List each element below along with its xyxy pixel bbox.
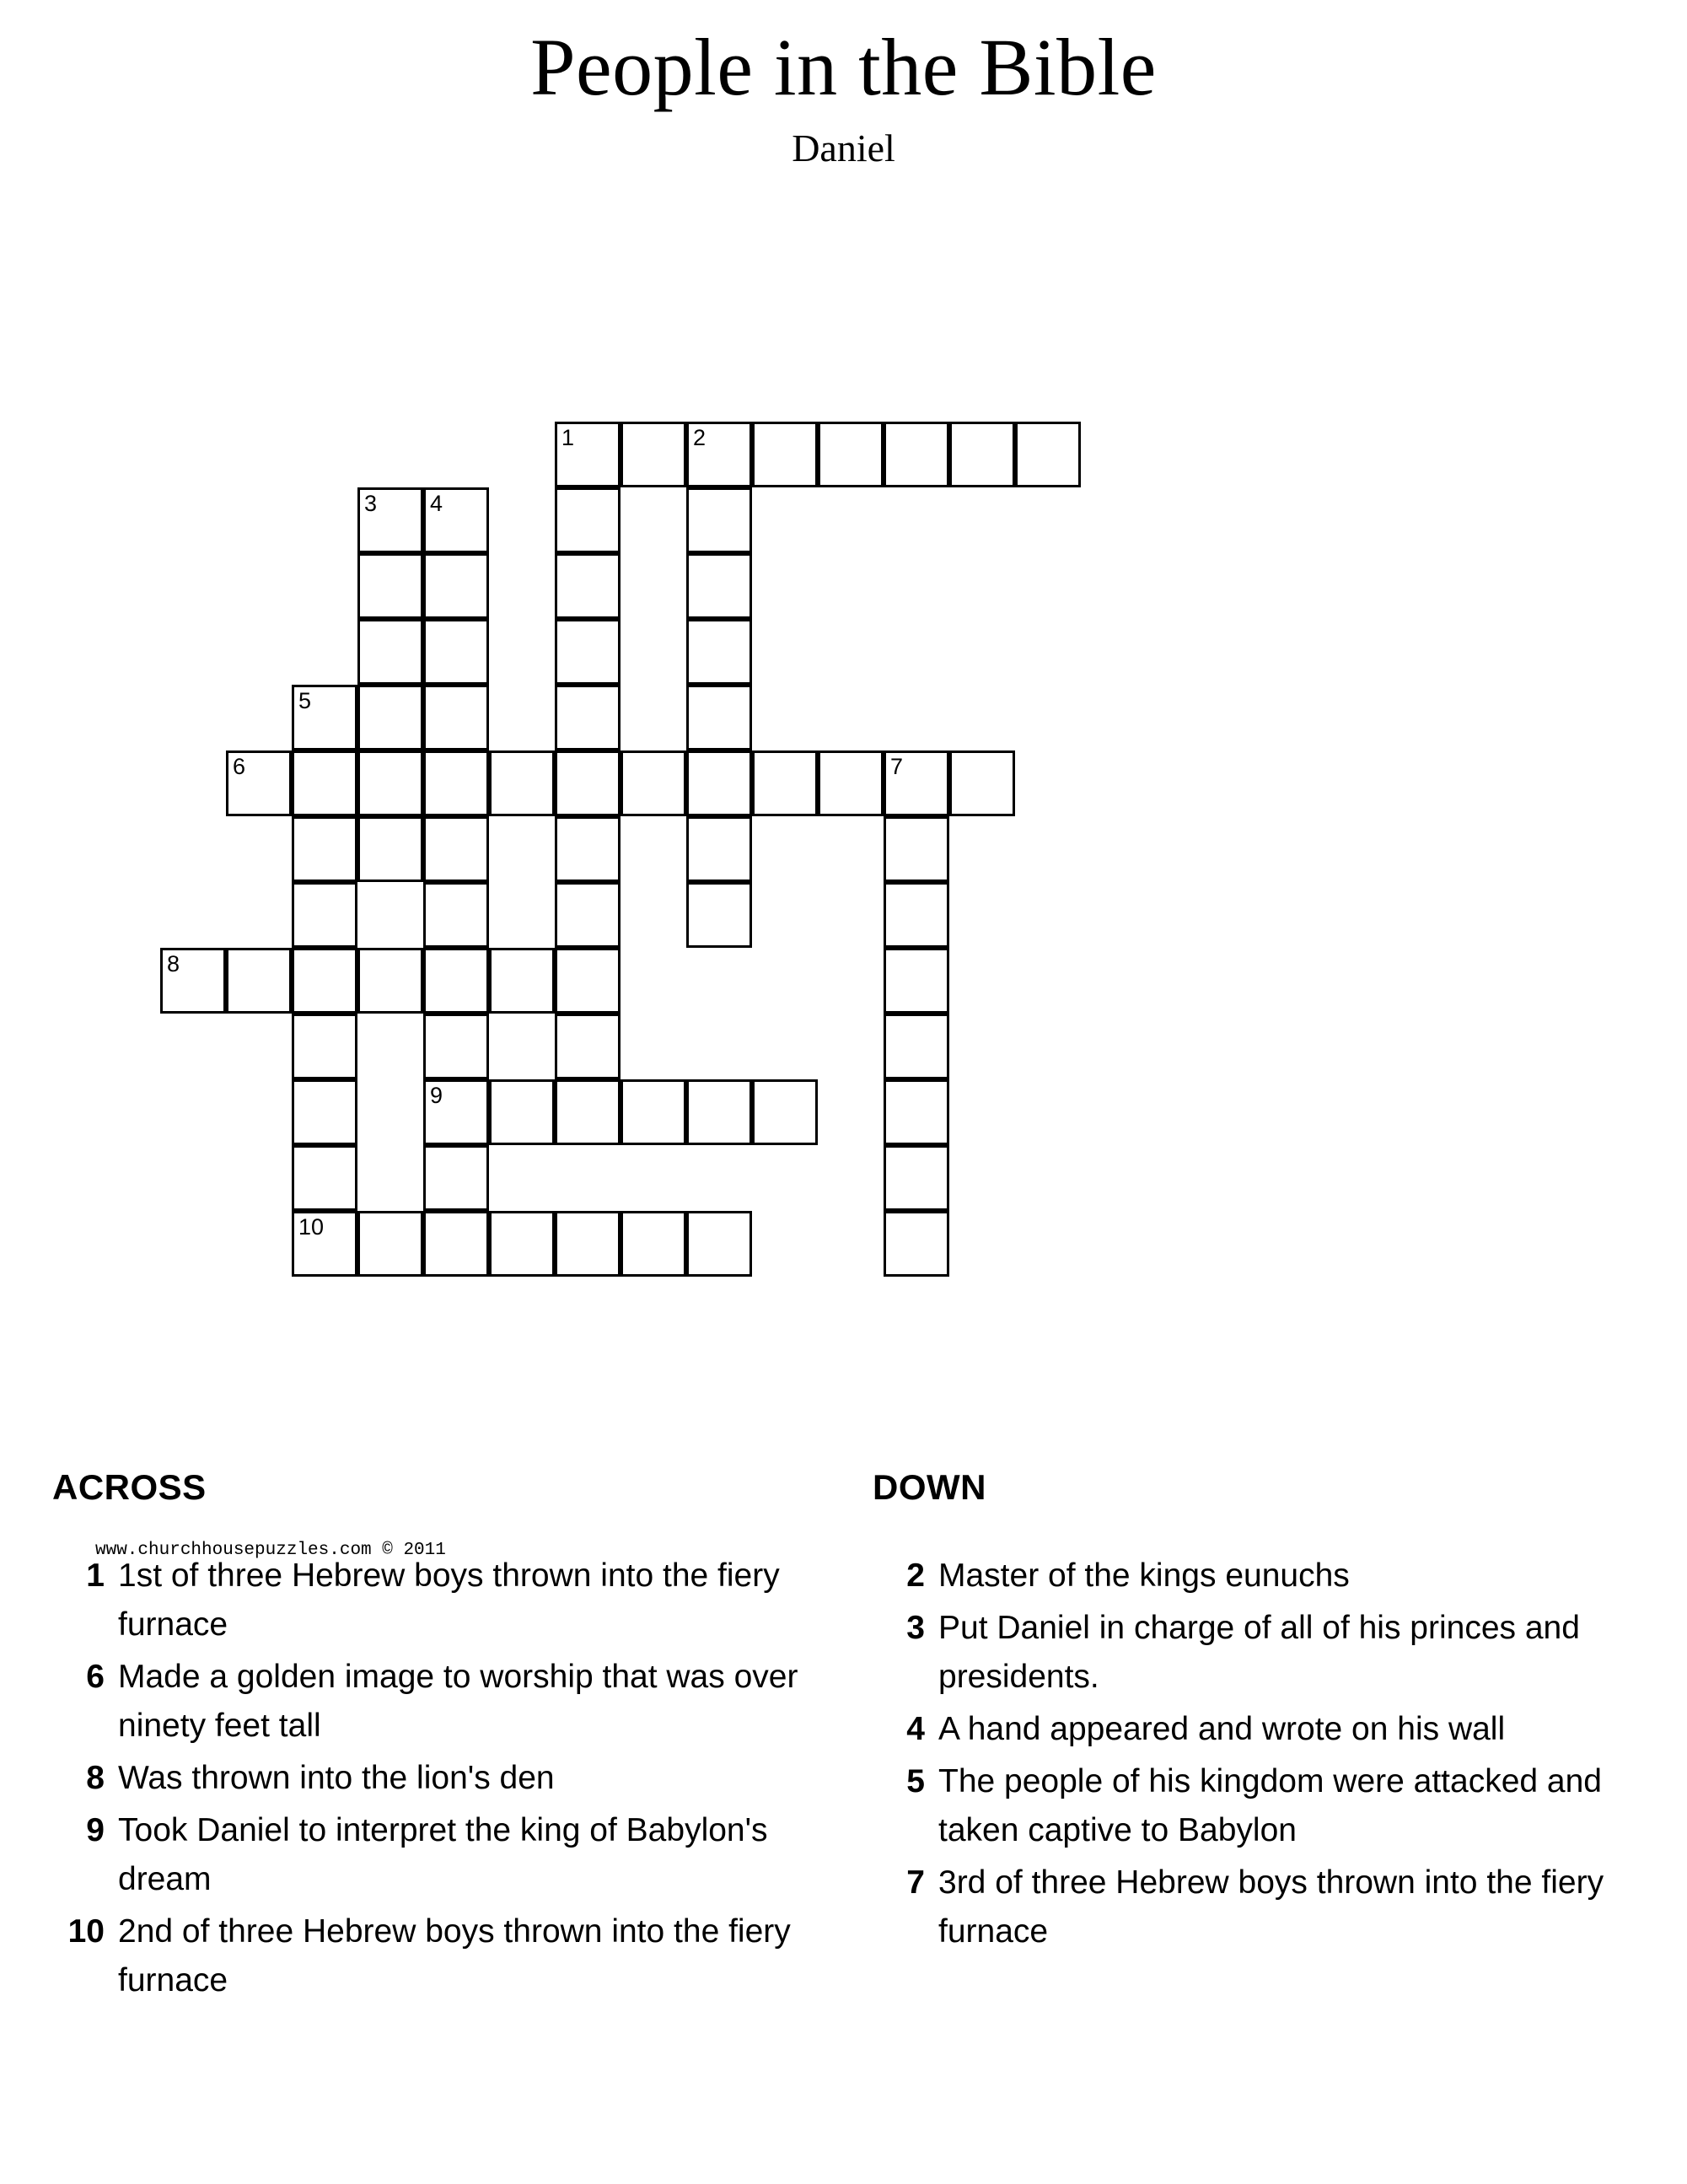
grid-cell[interactable]: [884, 1211, 949, 1277]
grid-cell[interactable]: [884, 422, 949, 487]
grid-cell-number: 6: [233, 753, 246, 779]
grid-cell[interactable]: [489, 1211, 555, 1277]
grid-cell[interactable]: [423, 685, 489, 750]
down-clue-item: [873, 1604, 1648, 1702]
grid-cell[interactable]: [621, 1211, 686, 1277]
grid-cell[interactable]: [423, 1145, 489, 1211]
grid-cell[interactable]: [292, 1079, 357, 1145]
down-heading: DOWN: [873, 1467, 986, 1507]
down-clue-item: [873, 1705, 1648, 1754]
grid-cell[interactable]: [292, 1145, 357, 1211]
grid-cell[interactable]: [357, 487, 423, 553]
grid-cell-number: 10: [298, 1213, 325, 1240]
grid-cell[interactable]: [555, 750, 621, 816]
down-clue-number: 4: [906, 1711, 925, 1747]
across-clue-text: 1st of three Hebrew boys thrown into the fiery furnace: [118, 1557, 780, 1643]
grid-cell[interactable]: [884, 882, 949, 948]
grid-cell[interactable]: [686, 750, 752, 816]
grid-cell[interactable]: [884, 1145, 949, 1211]
grid-cell[interactable]: [423, 816, 489, 882]
grid-cell[interactable]: [752, 422, 818, 487]
across-clue-text: Was thrown into the lion's den: [118, 1760, 555, 1796]
grid-cell[interactable]: [621, 750, 686, 816]
grid-cell[interactable]: [884, 750, 949, 816]
grid-cell[interactable]: [555, 1211, 621, 1277]
down-clue-number: 5: [906, 1763, 925, 1799]
across-clue-text: Took Daniel to interpret the king of Babylon's dream: [118, 1812, 768, 1897]
grid-cell-number: 3: [364, 490, 378, 516]
grid-cell[interactable]: [555, 948, 621, 1014]
grid-cell[interactable]: [357, 750, 423, 816]
page-title: People in the Bible: [530, 22, 1157, 112]
grid-cell[interactable]: [555, 1014, 621, 1079]
across-clue-item: [52, 1907, 811, 2005]
down-clue-text: Master of the kings eunuchs: [938, 1557, 1350, 1594]
grid-cell[interactable]: [357, 1211, 423, 1277]
grid-cell[interactable]: [226, 750, 292, 816]
grid-cell[interactable]: [357, 816, 423, 882]
grid-cell[interactable]: [226, 948, 292, 1014]
grid-cell[interactable]: [884, 1079, 949, 1145]
grid-cell[interactable]: [818, 750, 884, 816]
down-clue-item: [873, 1859, 1648, 1956]
grid-cell[interactable]: [423, 1014, 489, 1079]
page-subtitle: Daniel: [792, 126, 895, 169]
grid-cell[interactable]: [686, 422, 752, 487]
across-clue-list: [52, 1552, 811, 2005]
grid-cell[interactable]: [884, 1014, 949, 1079]
grid-cell[interactable]: [357, 553, 423, 619]
grid-cell[interactable]: [423, 948, 489, 1014]
grid-cell[interactable]: [686, 882, 752, 948]
across-clue-number: 6: [86, 1659, 105, 1695]
grid-cell[interactable]: [621, 1079, 686, 1145]
grid-cell[interactable]: [423, 619, 489, 685]
down-clue-text: Put Daniel in charge of all of his princes and presidents.: [938, 1610, 1580, 1695]
across-clue-item: [52, 1552, 811, 1649]
grid-cell[interactable]: [686, 487, 752, 553]
grid-cell[interactable]: [949, 422, 1015, 487]
grid-cell[interactable]: [292, 1014, 357, 1079]
grid-cell-number: 1: [561, 424, 575, 450]
grid-cell[interactable]: [555, 685, 621, 750]
grid-cell[interactable]: [357, 948, 423, 1014]
grid-cell[interactable]: [555, 1079, 621, 1145]
across-clue-number: 8: [86, 1760, 105, 1796]
grid-cell[interactable]: [555, 422, 621, 487]
grid-cell[interactable]: [752, 750, 818, 816]
down-clue-text: 3rd of three Hebrew boys thrown into the fiery furnace: [938, 1864, 1604, 1950]
grid-cell[interactable]: [555, 619, 621, 685]
grid-cell[interactable]: [423, 750, 489, 816]
grid-cell[interactable]: [292, 750, 357, 816]
across-clues-column: [52, 1467, 811, 2009]
grid-cell[interactable]: [686, 816, 752, 882]
grid-cell[interactable]: [686, 1211, 752, 1277]
grid-cell[interactable]: [292, 948, 357, 1014]
down-clue-number: 2: [906, 1557, 925, 1594]
grid-cell[interactable]: [1015, 422, 1081, 487]
down-clue-item: [873, 1552, 1648, 1600]
grid-cell[interactable]: [489, 948, 555, 1014]
across-clue-text: 2nd of three Hebrew boys thrown into the fiery furnace: [118, 1913, 791, 1998]
grid-cell[interactable]: [884, 948, 949, 1014]
across-heading: ACROSS: [52, 1467, 207, 1507]
grid-cell[interactable]: [423, 553, 489, 619]
grid-cell[interactable]: [686, 685, 752, 750]
grid-cell[interactable]: [357, 685, 423, 750]
grid-cell[interactable]: [292, 816, 357, 882]
down-clue-number: 7: [906, 1864, 925, 1901]
grid-cell[interactable]: [489, 750, 555, 816]
grid-cell-number: 5: [298, 687, 312, 713]
down-clue-number: 3: [906, 1610, 925, 1646]
grid-cell[interactable]: [686, 553, 752, 619]
down-clue-text: A hand appeared and wrote on his wall: [938, 1711, 1506, 1747]
across-clue-item: [52, 1754, 811, 1803]
down-clue-text: The people of his kingdom were attacked and taken captive to Babylon: [938, 1763, 1602, 1848]
grid-cell[interactable]: [423, 487, 489, 553]
grid-cell[interactable]: [292, 685, 357, 750]
grid-cell[interactable]: [160, 948, 226, 1014]
grid-cell[interactable]: [423, 1211, 489, 1277]
grid-cell[interactable]: [292, 1211, 357, 1277]
grid-cell[interactable]: [818, 422, 884, 487]
grid-cell-number: 4: [430, 490, 443, 516]
grid-cell[interactable]: [949, 750, 1015, 816]
copyright-notice: www.churchhousepuzzles.com © 2011: [95, 1540, 446, 1560]
grid-cell[interactable]: [357, 619, 423, 685]
grid-cell-number: 7: [890, 753, 904, 779]
grid-cell[interactable]: [884, 816, 949, 882]
grid-cell[interactable]: [292, 882, 357, 948]
grid-cell[interactable]: [423, 882, 489, 948]
across-clue-number: 10: [67, 1913, 105, 1950]
grid-cell[interactable]: [686, 619, 752, 685]
crossword-grid[interactable]: [0, 170, 1687, 1317]
down-clue-item: [873, 1757, 1648, 1855]
across-clue-number: 9: [86, 1812, 105, 1848]
grid-cell[interactable]: [555, 487, 621, 553]
grid-cell-number: 9: [430, 1082, 443, 1108]
grid-cell[interactable]: [555, 816, 621, 882]
grid-cell[interactable]: [752, 1079, 818, 1145]
grid-cell[interactable]: [423, 1079, 489, 1145]
grid-cell[interactable]: [555, 882, 621, 948]
grid-cell[interactable]: [621, 422, 686, 487]
grid-cell[interactable]: [555, 553, 621, 619]
grid-cell-number: 2: [693, 424, 706, 450]
down-clues-column: [873, 1467, 1648, 1960]
grid-cell[interactable]: [489, 1079, 555, 1145]
grid-cell[interactable]: [686, 1079, 752, 1145]
across-clue-item: [52, 1806, 811, 1904]
crossword-page: [0, 22, 1687, 2184]
across-clue-text: Made a golden image to worship that was over ninety feet tall: [118, 1659, 798, 1744]
down-clue-list: [873, 1552, 1648, 1956]
grid-cell-number: 8: [167, 950, 180, 976]
across-clue-number: 1: [86, 1557, 105, 1594]
across-clue-item: [52, 1653, 811, 1751]
